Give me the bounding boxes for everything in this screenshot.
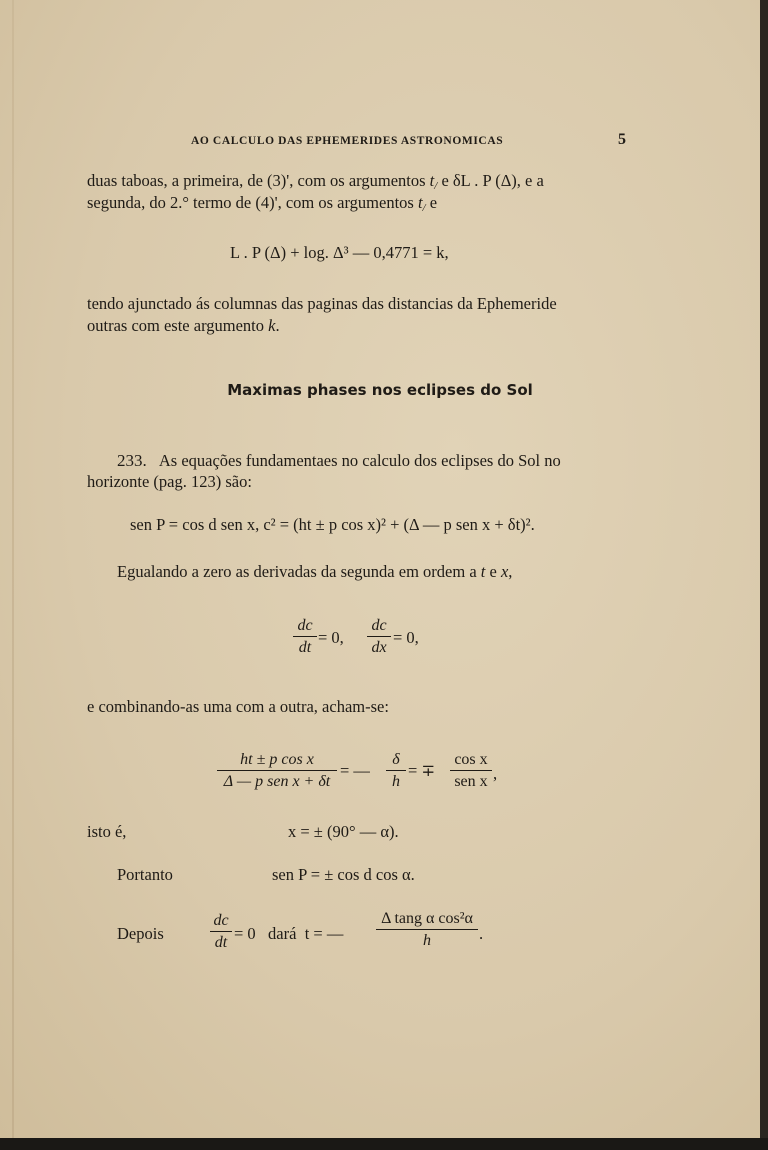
fraction-numerator: dc	[371, 617, 387, 634]
fraction-bar	[450, 770, 492, 771]
page-fold-shadow	[12, 0, 14, 1138]
period: .	[275, 316, 280, 335]
fraction-denominator: h	[392, 773, 400, 790]
fraction-dc-dt-2	[210, 912, 232, 952]
page-edge-bottom	[0, 1138, 768, 1150]
fraction-numerator: dc	[297, 617, 313, 634]
para1-line2-text: segunda, do 2.° termo de (4)', com os argumentos	[87, 193, 418, 212]
para3-line2: horizonte (pag. 123) são:	[87, 472, 252, 491]
para1-line1	[87, 171, 544, 192]
para4	[117, 562, 512, 582]
fraction-denominator: h	[423, 932, 431, 949]
fraction-bar	[210, 931, 232, 932]
fraction-main	[217, 751, 337, 791]
fraction-denominator: Δ — p sen x + δt	[223, 773, 331, 790]
fraction-bar	[376, 929, 478, 930]
para3-line1-text: As equações fundamentaes no calculo dos eclipses do Sol no	[158, 451, 561, 470]
fraction-dc-dt	[293, 617, 317, 657]
var-k: k	[268, 316, 276, 335]
para4-text-and: e	[485, 562, 501, 581]
equation-7-end: .	[479, 924, 484, 943]
fraction-bar	[386, 770, 406, 771]
fraction-dc-dx	[367, 617, 391, 657]
fraction-numerator: cos x	[454, 751, 488, 768]
equation-1: L . P (Δ) + log. Δ³ — 0,4771 = k,	[230, 243, 449, 262]
fraction-delta-h	[386, 751, 406, 791]
var-t: t	[480, 562, 486, 581]
fraction-numerator: ht ± p cos x	[240, 751, 314, 768]
depois-label: Depois	[117, 924, 164, 943]
var-x: x	[500, 562, 509, 581]
para1-line2-text-end: e	[425, 193, 438, 212]
equation-4-end: ,	[493, 764, 498, 783]
equation-2: sen P = cos d sen x, c² = (ht ± p cos x)² + (Δ — p sen x + δt)².	[130, 515, 535, 534]
equation-4-eq-b: = ∓	[408, 761, 436, 780]
running-header: AO CALCULO DAS EPHEMERIDES ASTRONOMICAS	[191, 135, 504, 147]
fraction-denominator: sen x	[454, 773, 488, 790]
fraction-numerator: Δ tang α cos²α	[381, 910, 473, 927]
comma: ,	[508, 562, 513, 581]
article-number: 233.	[117, 451, 147, 470]
equation-3-eq2: = 0,	[393, 628, 419, 647]
var-t-subscript: /	[422, 202, 426, 214]
fraction-denominator: dt	[214, 934, 228, 951]
var-t: t	[417, 193, 423, 212]
para5: e combinando-as uma com a outra, acham-se:	[87, 697, 389, 716]
fraction-bar	[293, 636, 317, 637]
var-t: t	[429, 171, 435, 190]
equation-4-eq-a: = —	[340, 761, 370, 780]
fraction-denominator: dx	[371, 639, 387, 656]
fraction-tang	[376, 910, 478, 950]
equation-7-mid: = 0 dará t = —	[234, 924, 344, 943]
fraction-numerator: dc	[213, 912, 229, 929]
para2-line2	[87, 316, 280, 336]
var-t-subscript: /	[434, 180, 438, 192]
para1-line2	[87, 193, 437, 214]
para1-line1-text-end: e δL . P (Δ), e a	[437, 171, 544, 190]
para2-line2-text: outras com este argumento	[87, 316, 269, 335]
equation-5: x = ± (90° — α).	[288, 822, 399, 841]
page-edge-right	[760, 0, 768, 1150]
para3-line1	[117, 451, 561, 471]
section-title: Maximas phases nos eclipses do Sol	[227, 381, 533, 399]
para4-text: Egualando a zero as derivadas da segunda em ordem a	[117, 562, 481, 581]
equation-6: sen P = ± cos d cos α.	[272, 865, 415, 884]
fraction-denominator: dt	[298, 639, 312, 656]
para1-line1-text: duas taboas, a primeira, de (3)', com os argumentos	[87, 171, 430, 190]
fraction-bar	[367, 636, 391, 637]
equation-3-eq1: = 0,	[318, 628, 344, 647]
fraction-cos-sen	[450, 751, 492, 791]
fraction-bar	[217, 770, 337, 771]
portanto-label: Portanto	[117, 865, 173, 884]
fraction-numerator: δ	[392, 751, 400, 768]
isto-e-label: isto é,	[87, 822, 127, 841]
para2-line1: tendo ajunctado ás columnas das paginas das distancias da Ephemeride	[87, 294, 557, 313]
page-number: 5	[618, 131, 626, 148]
